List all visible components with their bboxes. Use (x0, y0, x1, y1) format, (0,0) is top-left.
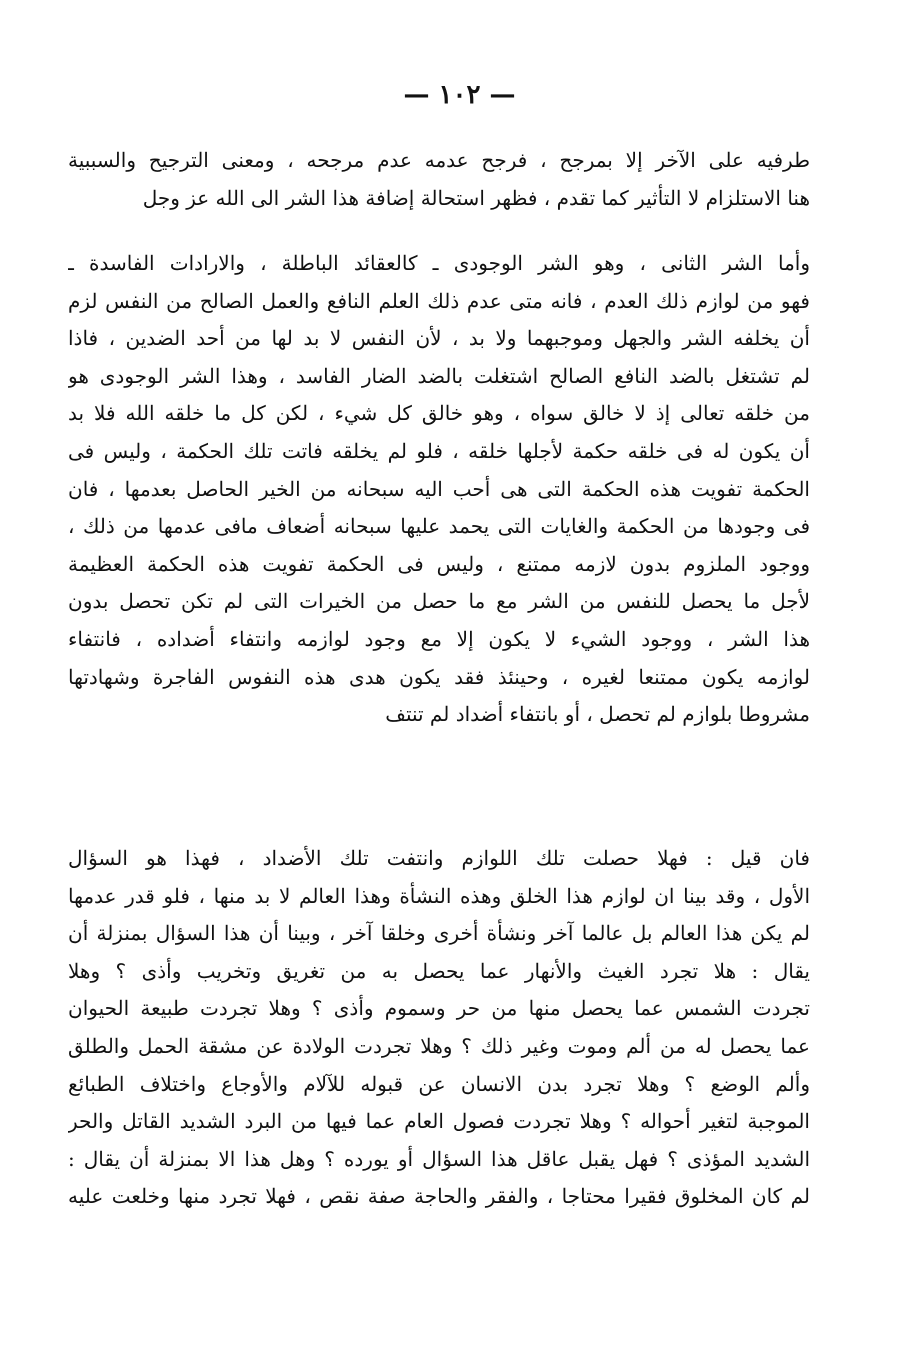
text-line: لم كان المخلوق فقيرا محتاجا ، والفقر والحاجة صفة نقص ، فهلا تجرد منها وخلعت عليه (68, 1184, 810, 1209)
text-line: فى وجودها من الحكمة والغايات التى يحمد عليها سبحانه أضعاف مافى عدمها من ذلك ، (68, 514, 810, 539)
text-line: لأجل ما يحصل للنفس من الشر مع ما حصل من الخيرات التى لم تكن تحصل بدون (68, 589, 810, 614)
text-line: مشروطا بلوازم لم تحصل ، أو بانتفاء أضداد لم تنتف (385, 702, 810, 727)
text-line: وأما الشر الثانى ، وهو الشر الوجودى ـ كالعقائد الباطلة ، والارادات الفاسدة ـ (68, 251, 810, 275)
text-line: لوازمه يكون ممتنعا لغيره ، وحينئذ فقد يكون هدى هذه النفوس الفاجرة وشهادتها (68, 664, 810, 689)
text-line: الحكمة تفويت هذه الحكمة التى هى أحب اليه سبحانه من الخير الحاصل بعدمها ، فان (68, 476, 810, 501)
text-line: الأول ، وقد بينا ان لوازم هذا الخلق وهذه النشأة وهذا العالم لا بد منها ، فلو قدر عدمها (68, 883, 810, 908)
text-line: يقال : هلا تجرد الغيث والأنهار عما يحصل به من تغريق وتخريب وأذى ؟ وهلا (68, 958, 810, 983)
text-line: عما يحصل له من ألم وموت وغير ذلك ؟ وهلا تجردت الولادة عن مشقة الحمل والطلق (68, 1033, 810, 1058)
text-line: هذا الشر ، ووجود الشيء لا يكون إلا مع وجود لوازمه وانتفاء أضداده ، فانتفاء (68, 626, 810, 651)
text-line: من خلقه تعالى إذ لا خالق سواه ، وهو خالق كل شيء ، لكن كل ما خلقه الله فلا بد (68, 401, 810, 426)
text-line: لم يكن هذا العالم بل عالما آخر ونشأة أخرى وخلقا آخر ، وبينا أن هذا السؤال بمنزلة أن (68, 921, 810, 946)
text-line: فان قيل : فهلا حصلت تلك اللوازم وانتفت تلك الأضداد ، فهذا هو السؤال (68, 846, 810, 870)
paragraph (68, 245, 810, 734)
paragraph (68, 142, 810, 217)
text-line: الموجبة لتغير أحواله ؟ وهلا تجردت فصول العام عما فيها من البرد الشديد القاتل والحر (68, 1109, 810, 1134)
text-line: هنا الاستلزام لا التأثير كما تقدم ، فظهر استحالة إضافة هذا الشر الى الله عز وجل (142, 185, 810, 210)
text-line: تجردت الشمس عما يحصل منها من حر وسموم وأذى ؟ وهلا تجردت طبيعة الحيوان (68, 996, 810, 1021)
text-line: أن يخلفه الشر والجهل وموجبهما ولا بد ، لأن النفس لا بد لها من أحد الضدين ، فاذا (68, 326, 810, 351)
text-line: لم تشتغل بالضد النافع الصالح اشتغلت بالضد الضار الفاسد ، وهذا الشر الوجودى هو (68, 363, 810, 388)
paragraph (68, 840, 810, 1216)
text-line: أن يكون له فى خلقه حكمة لأجلها خلقه ، فلو لم يخلقه فاتت تلك الحكمة ، وليس فى (68, 438, 810, 463)
text-line: طرفيه على الآخر إلا بمرجح ، فرجح عدمه عدم مرجحه ، ومعنى الترجيح والسببية (68, 148, 810, 172)
text-line: الشديد المؤذى ؟ فهل يقبل عاقل هذا السؤال أو يورده ؟ وهل هذا الا بمنزلة أن يقال : (68, 1146, 810, 1171)
page-number: — ١٠٢ — (403, 80, 516, 110)
text-line: ووجود الملزوم بدون لازمه ممتنع ، وليس فى الحكمة تفويت هذه الحكمة العظيمة (68, 551, 810, 576)
text-line: فهو من لوازم ذلك العدم ، فانه متى عدم ذلك العلم النافع والعمل الصالح من النفس لزم (68, 288, 810, 313)
text-line: وألم الوضع ؟ وهلا تجرد بدن الانسان عن قبوله للآلام والأوجاع واختلاف الطبائع (68, 1071, 810, 1096)
